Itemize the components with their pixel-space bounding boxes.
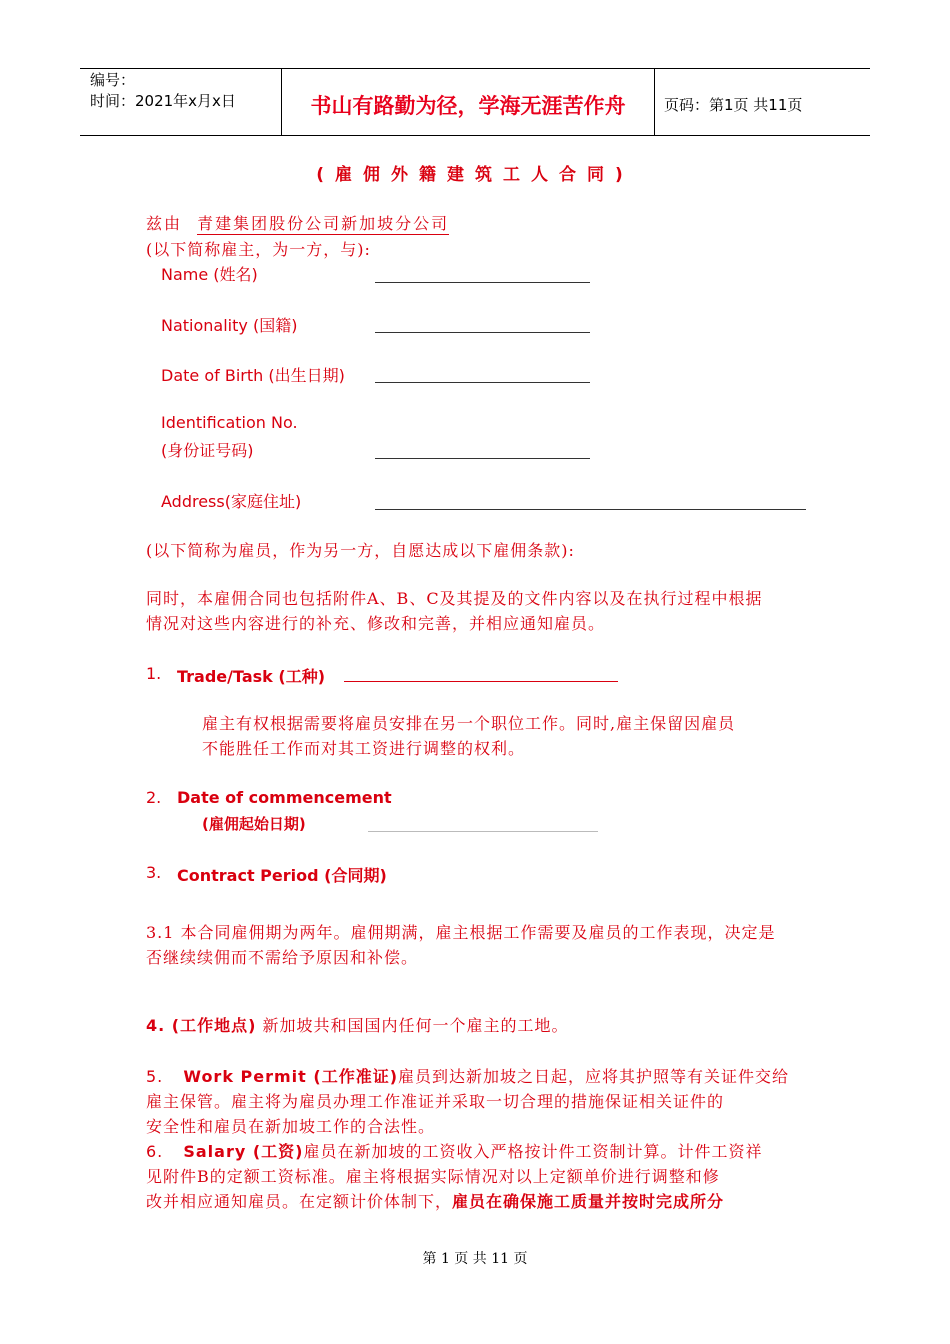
appendix-line-1: 同时，本雇佣合同也包括附件A、B、C及其提及的文件内容以及在执行过程中根据 xyxy=(146,589,763,608)
employee-statement: (以下简称为雇员，作为另一方，自愿达成以下雇佣条款): xyxy=(146,541,575,560)
clause-6-title: Salary (工资) xyxy=(183,1142,304,1161)
clause-1-number: 1. xyxy=(146,664,162,683)
header-page-info: 页码：第1页 共11页 xyxy=(664,96,803,114)
clause-4-text: 新加坡共和国国内任何一个雇主的工地。 xyxy=(256,1016,569,1035)
clause-5-line-3: 安全性和雇员在新加坡工作的合法性。 xyxy=(146,1117,436,1136)
clause-6-line-3b: 雇员在确保施工质量并按时完成所分 xyxy=(452,1192,725,1211)
header-divider-right xyxy=(654,68,655,136)
clause-2-title: Date of commencement xyxy=(177,788,392,807)
number-label: 编号： xyxy=(90,71,136,89)
document-title: (雇佣外籍建筑工人合同) xyxy=(316,165,634,185)
clause-6-number: 6. xyxy=(146,1142,164,1161)
clause-1-text xyxy=(202,711,735,761)
intro-prefix: 兹由 xyxy=(146,214,183,233)
clause-6-line-3a: 改并相应通知雇员。在定额计价体制下， xyxy=(146,1192,453,1211)
clause-3-1-line-1: 3.1 本合同雇佣期为两年。雇佣期满，雇主根据工作需要及雇员的工作表现，决定是 xyxy=(146,923,776,942)
clause-5 xyxy=(146,1064,816,1139)
appendix-line-2: 情况对这些内容进行的补充、修改和完善，并相应通知雇员。 xyxy=(146,614,606,633)
appendix-paragraph xyxy=(146,586,763,636)
intro-line xyxy=(146,211,449,234)
commencement-date-field[interactable] xyxy=(368,831,598,832)
clause-2-subtitle: (雇佣起始日期) xyxy=(202,815,306,833)
page-footer: 第 1 页 共 11 页 xyxy=(422,1251,528,1267)
header-left-cell xyxy=(90,70,236,112)
clause-3-1 xyxy=(146,920,776,970)
clause-3-1-line-2: 否继续续佣而不需给予原因和补偿。 xyxy=(146,948,419,967)
id-label-cn: (身份证号码) xyxy=(161,441,254,460)
clause-6-line-1: 雇员在新加坡的工资收入严格按计件工资制计算。计件工资祥 xyxy=(303,1142,763,1161)
trade-field[interactable] xyxy=(344,681,618,682)
clause-3-number: 3. xyxy=(146,863,162,882)
clause-5-title: Work Permit (工作准证) xyxy=(183,1067,399,1086)
clause-1-line-1: 雇主有权根据需要将雇员安排在另一个职位工作。同时,雇主保留因雇员 xyxy=(202,714,736,733)
clause-4-title: 4. (工作地点) xyxy=(146,1016,257,1035)
nationality-label: Nationality (国籍) xyxy=(161,316,298,335)
nationality-field[interactable] xyxy=(375,332,590,333)
header-top-border xyxy=(80,68,870,69)
id-field[interactable] xyxy=(375,458,590,459)
clause-6-line-2: 见附件B的定额工资标准。雇主将根据实际情况对以上定额单价进行调整和修 xyxy=(146,1167,720,1186)
clause-2-number: 2. xyxy=(146,788,162,807)
header-motto: 书山有路勤为径，学海无涯苦作舟 xyxy=(310,94,626,118)
clause-1-title: Trade/Task (工种) xyxy=(177,667,326,686)
address-label: Address(家庭住址) xyxy=(161,492,302,511)
name-field[interactable] xyxy=(375,282,590,283)
header-bottom-border xyxy=(80,135,870,136)
id-label: Identification No. xyxy=(161,413,298,432)
clause-3-title: Contract Period (合同期) xyxy=(177,866,387,885)
dob-field[interactable] xyxy=(375,382,590,383)
name-label: Name (姓名) xyxy=(161,265,258,284)
intro-line-2: (以下简称雇主，为一方，与): xyxy=(146,240,371,259)
clause-1-line-2: 不能胜任工作而对其工资进行调整的权利。 xyxy=(202,739,526,758)
address-field[interactable] xyxy=(375,509,806,510)
clause-5-line-1: 雇员到达新加坡之日起，应将其护照等有关证件交给 xyxy=(398,1067,790,1086)
header-divider-left xyxy=(281,68,282,136)
clause-5-number: 5. xyxy=(146,1067,164,1086)
employer-name: 青建集团股份公司新加坡分公司 xyxy=(197,214,450,233)
date-label: 时间：2021年x月x日 xyxy=(90,92,236,110)
clause-4 xyxy=(146,1013,569,1038)
clause-6 xyxy=(146,1139,816,1214)
clause-5-line-2: 雇主保管。雇主将为雇员办理工作准证并采取一切合理的措施保证相关证件的 xyxy=(146,1092,725,1111)
dob-label: Date of Birth (出生日期) xyxy=(161,366,345,385)
